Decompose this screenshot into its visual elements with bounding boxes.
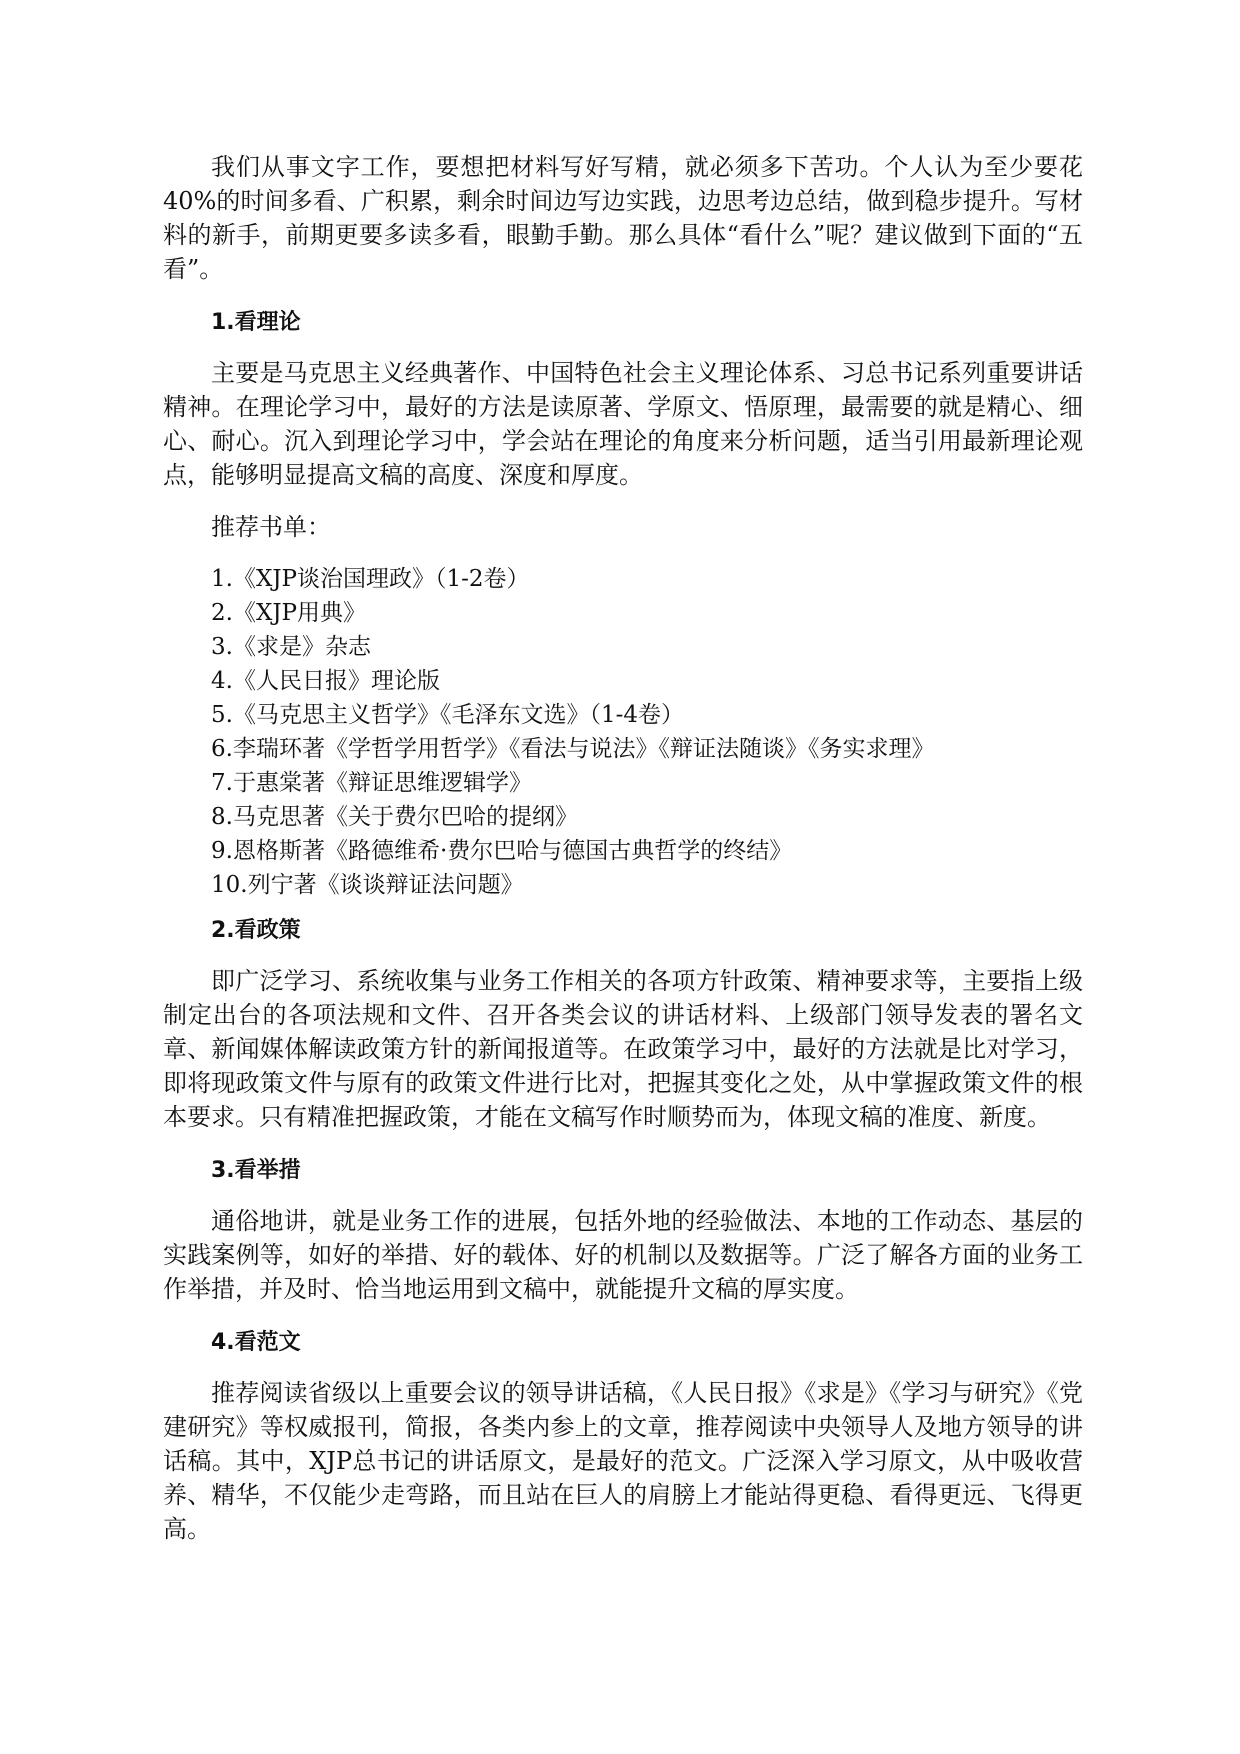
section-body-policy: 即广泛学习、系统收集与业务工作相关的各项方针政策、精神要求等，主要指上级制定出台的各项法规和文件、召开各类会议的讲话材料、上级部门领导发表的署名文章、新闻媒体解读政策方针的新闻报道等。在政策学习中，最好的方法就是比对学习，即将现政策文件与原有的政策文件进行比对，把握其变化之处，从中掌握政策文件的根本要求。只有精准把握政策，才能在文稿写作时顺势而为，体现文稿的准度、新度。 bbox=[163, 967, 1083, 1131]
list-item: 6.李瑞环著《学哲学用哲学》《看法与说法》《辩证法随谈》《务实求理》 bbox=[211, 736, 935, 762]
list-item: 2.《XJP用典》 bbox=[211, 600, 367, 626]
section-body-theory: 主要是马克思主义经典著作、中国特色社会主义理论体系、习总书记系列重要讲话精神。在理论学习中，最好的方法是读原著、学原文、悟原理，最需要的就是精心、细心、耐心。沉入到理论学习中，学会站在理论的角度来分析问题，适当引用最新理论观点，能够明显提高文稿的高度、深度和厚度。 bbox=[163, 359, 1083, 489]
reading-list bbox=[163, 562, 1083, 902]
section-body-model-texts: 推荐阅读省级以上重要会议的领导讲话稿，《人民日报》《求是》《学习与研究》《党建研究》等权威报刊，简报，各类内参上的文章，推荐阅读中央领导人及地方领导的讲话稿。其中，XJP总书记的讲话原文，是最好的范文。广泛深入学习原文，从中吸收营养、精华，不仅能少走弯路，而且站在巨人的肩膀上才能站得更稳、看得更远、飞得更高。 bbox=[163, 1379, 1083, 1543]
section-heading-model-texts: 4.看范文 bbox=[211, 1330, 301, 1355]
list-item: 10.列宁著《谈谈辩证法问题》 bbox=[211, 872, 524, 898]
list-item: 7.于惠棠著《辩证思维逻辑学》 bbox=[211, 770, 532, 796]
list-item: 5.《马克思主义哲学》《毛泽东文选》（1-4卷） bbox=[211, 702, 684, 728]
section-heading-policy: 2.看政策 bbox=[211, 918, 301, 943]
list-item: 3.《求是》杂志 bbox=[211, 634, 371, 660]
section-heading-measures: 3.看举措 bbox=[211, 1158, 301, 1183]
section-heading-theory: 1.看理论 bbox=[211, 310, 301, 335]
list-item: 9.恩格斯著《路德维希·费尔巴哈与德国古典哲学的终结》 bbox=[211, 838, 793, 864]
intro-paragraph: 我们从事文字工作，要想把材料写好写精，就必须多下苦功。个人认为至少要花40%的时间多看、广积累，剩余时间边写边实践，边思考边总结，做到稳步提升。写材料的新手，前期更要多读多看，眼勤手勤。那么具体“看什么”呢？建议做到下面的“五看”。 bbox=[163, 153, 1083, 283]
section-body-measures: 通俗地讲，就是业务工作的进展，包括外地的经验做法、本地的工作动态、基层的实践案例等，如好的举措、好的载体、好的机制以及数据等。广泛了解各方面的业务工作举措，并及时、恰当地运用到文稿中，就能提升文稿的厚实度。 bbox=[163, 1207, 1083, 1303]
reading-list-label: 推荐书单： bbox=[211, 513, 331, 541]
list-item: 8.马克思著《关于费尔巴哈的提纲》 bbox=[211, 804, 578, 830]
document-page bbox=[163, 150, 1083, 1546]
list-item: 1.《XJP谈治国理政》（1-2卷） bbox=[211, 566, 530, 592]
list-item: 4.《人民日报》理论版 bbox=[211, 668, 440, 694]
